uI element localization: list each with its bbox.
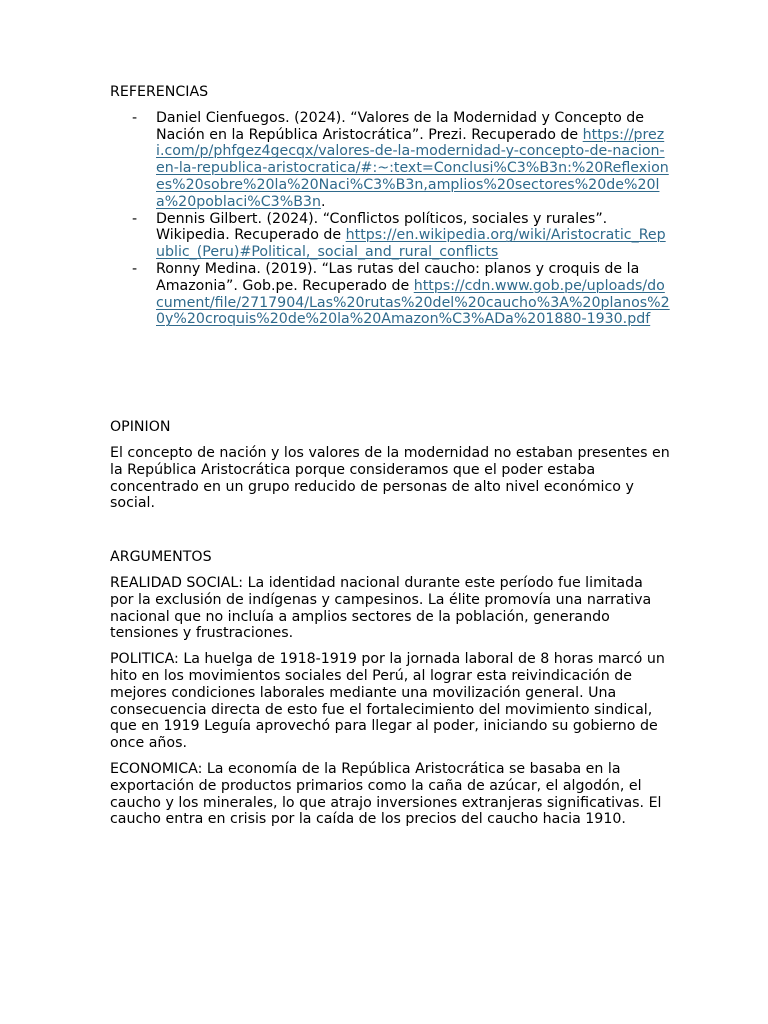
reference-text: Daniel Cienfuegos. (2024). “Valores de la Modernidad y Concepto de Nación en la República Aristocrática”. Prezi. Recuperado de bbox=[156, 109, 645, 143]
reference-item bbox=[110, 110, 670, 211]
reference-text: Ronny Medina. (2019). “Las rutas del caucho: planos y croquis de la Amazonia”. Gob.pe. Recuperado de bbox=[156, 260, 640, 294]
reference-link[interactable]: https://en.wikipedia.org/wiki/Aristocratic_Republic_(Peru)#Political,_social_and_rural_conflicts bbox=[156, 227, 666, 261]
arguments-heading: ARGUMENTOS bbox=[110, 549, 212, 566]
reference-link[interactable]: https://cdn.www.gob.pe/uploads/document/file/2717904/Las%20rutas%20del%20caucho%3A%20planos%20y%20croquis%20de%20la%20Amazon%C3%ADa%201880-1930.pdf bbox=[156, 277, 670, 328]
list-bullet: - bbox=[132, 210, 138, 227]
document-page bbox=[110, 84, 670, 828]
list-bullet: - bbox=[132, 109, 138, 126]
references-heading: REFERENCIAS bbox=[110, 84, 209, 100]
argument-social-paragraph: REALIDAD SOCIAL: La identidad nacional durante este período fue limitada por la exclusión de indígenas y campesinos. La élite promovía una narrativa nacional que no incluía a amplios sectores de la población, generando tensiones y frustraciones. bbox=[110, 574, 652, 642]
opinion-paragraph: El concepto de nación y los valores de la modernidad no estaban presentes en la República Aristocrática porque consideramos que el poder estaba concentrado en un grupo reducido de personas de alto nivel económico y social. bbox=[110, 444, 670, 512]
list-bullet: - bbox=[132, 260, 138, 277]
references-list bbox=[110, 110, 670, 328]
argument-political-paragraph: POLITICA: La huelga de 1918-1919 por la jornada laboral de 8 horas marcó un hito en los movimientos sociales del Perú, al lograr esta reivindicación de mejores condiciones laborales mediante una movilización general. Una consecuencia directa de esto fue el fortalecimiento del movimiento sindical, que en 1919 Leguía aprovechó para llegar al poder, iniciando su gobierno de once años. bbox=[110, 651, 665, 752]
reference-item bbox=[110, 211, 670, 261]
reference-suffix: . bbox=[320, 193, 326, 210]
reference-text: Dennis Gilbert. (2024). “Conflictos políticos, sociales y rurales”. Wikipedia. Recuperado de bbox=[156, 210, 608, 244]
argument-economic-paragraph: ECONOMICA: La economía de la República Aristocrática se basaba en la exportación de productos primarios como la caña de azúcar, el algodón, el caucho y los minerales, lo que atrajo inversiones extranjeras significativas. El caucho entra en crisis por la caída de los precios del caucho hacia 1910. bbox=[110, 760, 662, 828]
opinion-heading: OPINION bbox=[110, 419, 171, 436]
reference-link[interactable]: https://prezi.com/p/phfgez4gecqx/valores-de-la-modernidad-y-concepto-de-nacion-en-la-republica-aristocratica/#:~:text=Conclusi%C3%B3n:%20Reflexiones%20sobre%20la%20Naci%C3%B3n,amplios%20sectores%20de%20la%20poblaci%C3%B3n bbox=[156, 126, 669, 210]
reference-item bbox=[110, 261, 670, 328]
